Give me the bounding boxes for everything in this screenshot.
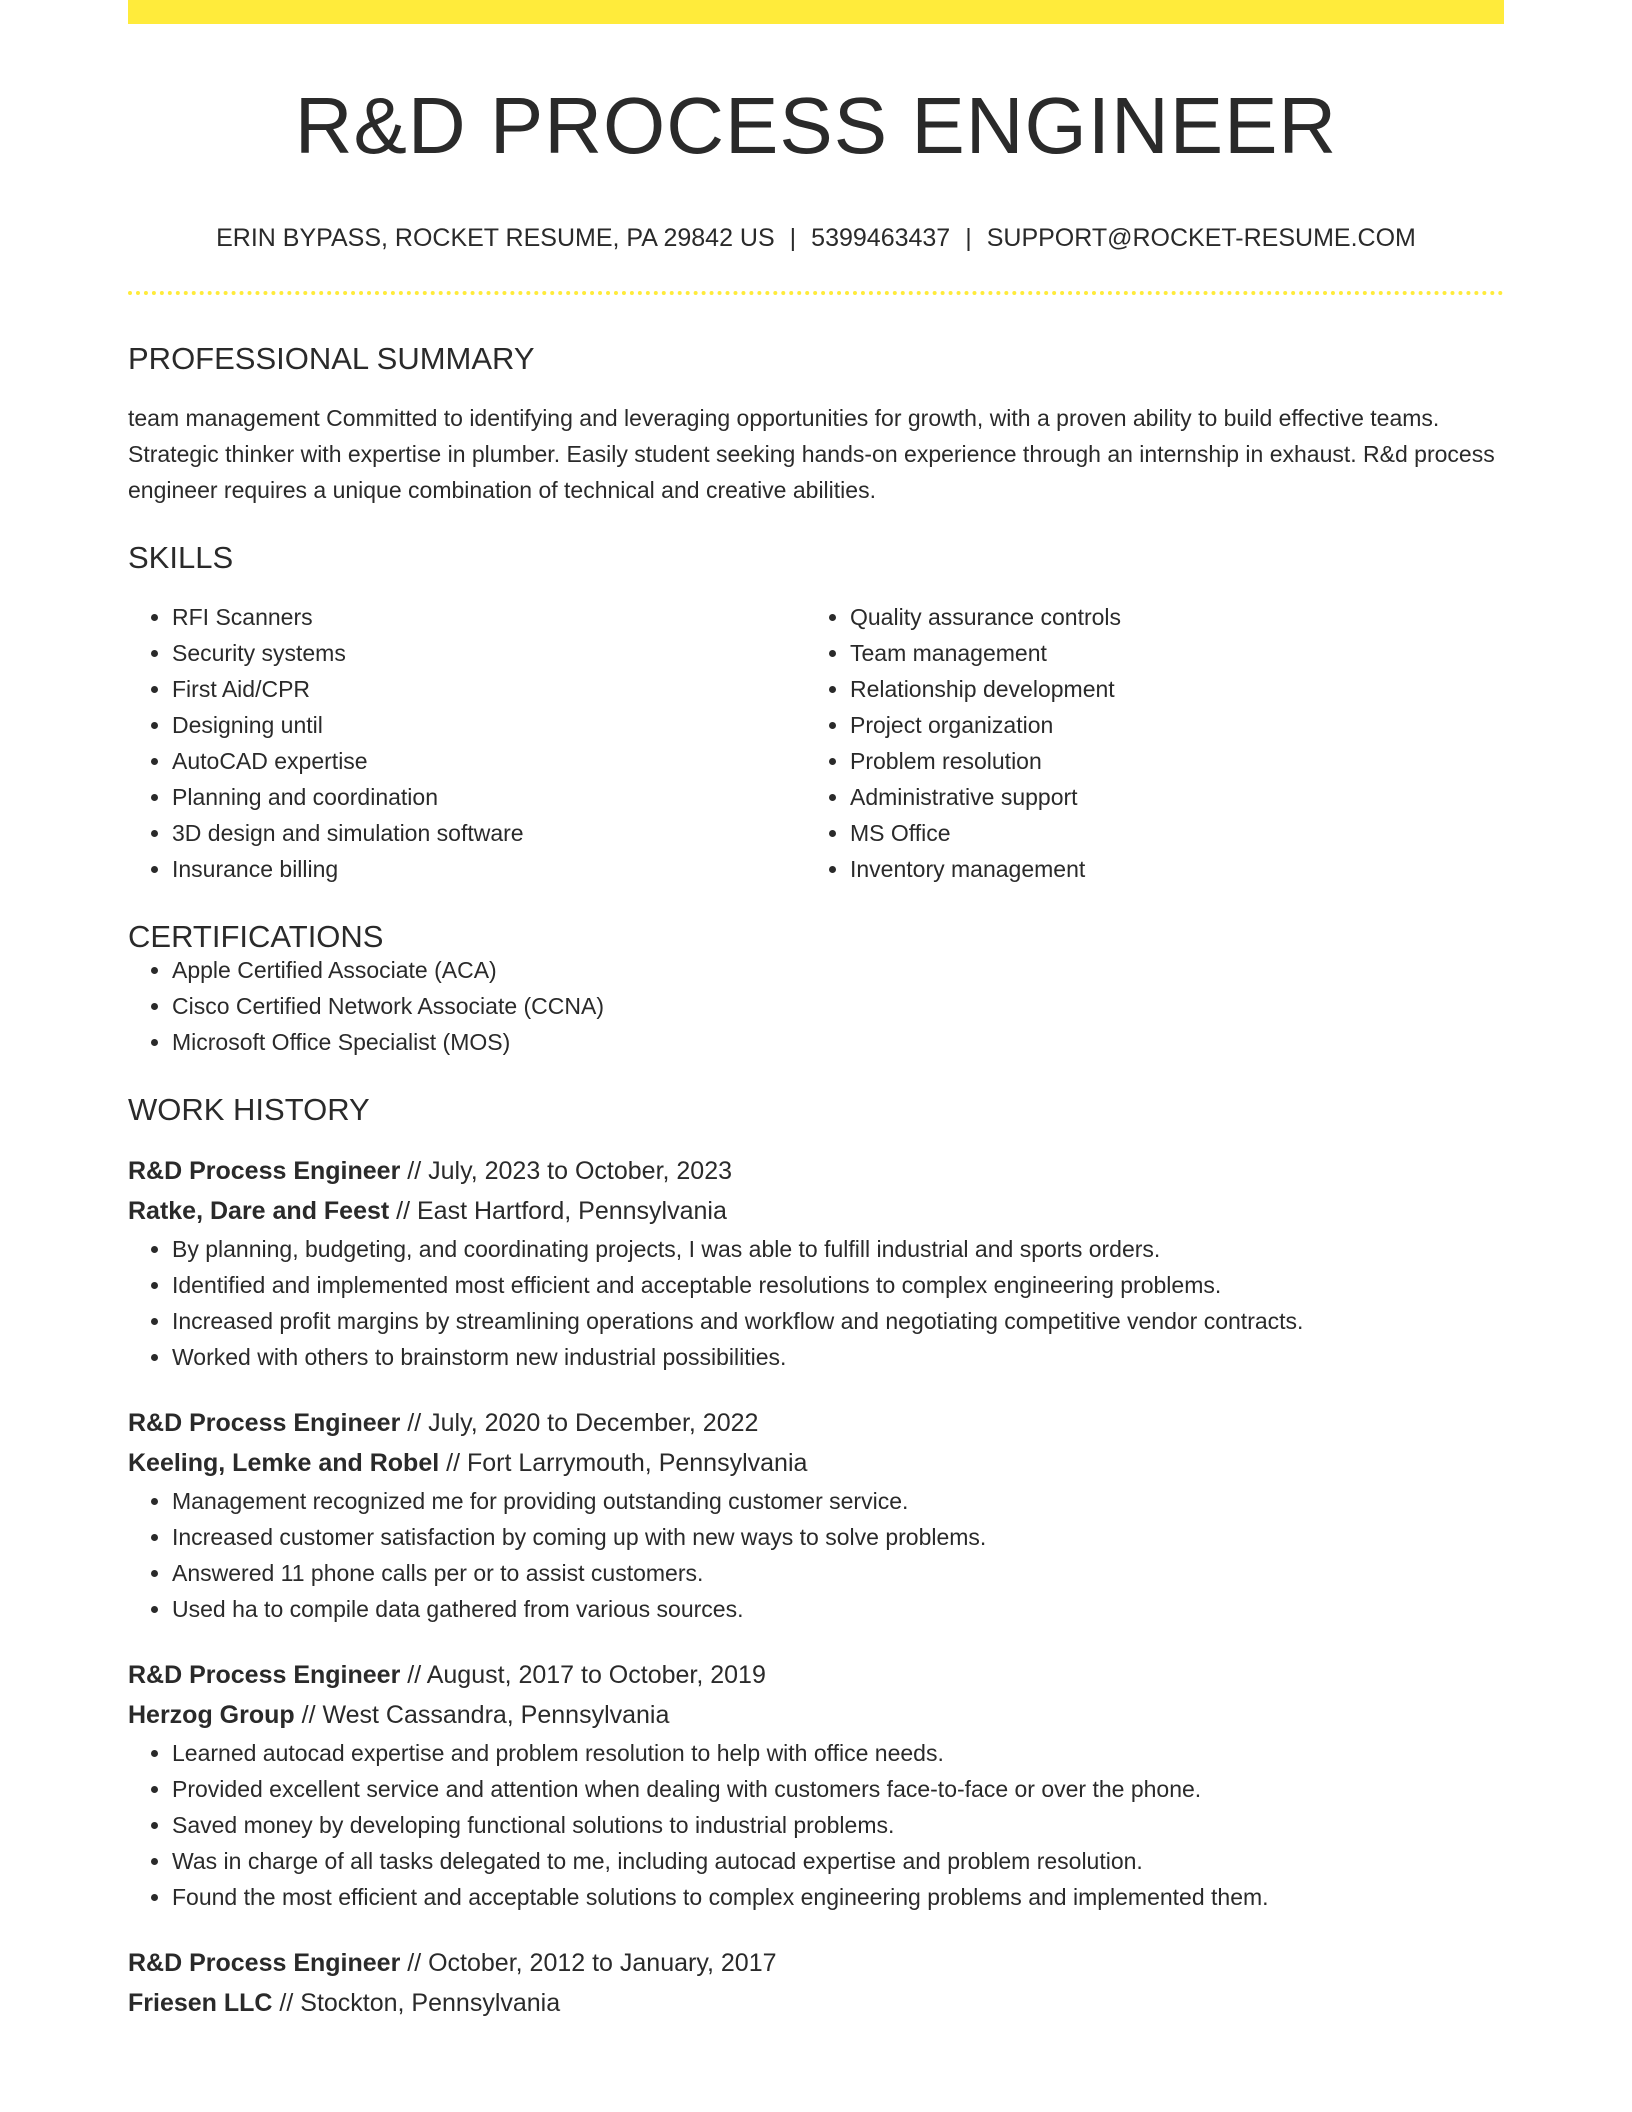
contact-separator: | bbox=[965, 224, 972, 252]
job-bullet: • Increased customer satisfaction by coming up with new ways to solve problems. bbox=[172, 1519, 1504, 1555]
summary-text: team management Committed to identifying and leveraging opportunities for growth, with a proven ability to build effective teams. Strategic thinker with expertise in plumber. Easily student seeking hands-on experience through an internship in exhaust. R&d process engineer requires a unique combination of technical and creative abilities. bbox=[128, 405, 1495, 503]
job-bullets bbox=[128, 1231, 1504, 1375]
job-bullet: • Used ha to compile data gathered from various sources. bbox=[172, 1591, 1504, 1627]
skill-item: • Security systems bbox=[172, 635, 806, 671]
skill-item: • MS Office bbox=[850, 815, 1484, 851]
job-dates: // August, 2017 to October, 2019 bbox=[400, 1661, 766, 1689]
skill-item: • Team management bbox=[850, 635, 1484, 671]
job-bullet: • Increased profit margins by streamlining operations and workflow and negotiating competitive vendor contracts. bbox=[172, 1303, 1504, 1339]
header-divider bbox=[128, 291, 1504, 295]
job-title: R&D Process Engineer bbox=[128, 1661, 401, 1689]
job-location: // East Hartford, Pennsylvania bbox=[389, 1197, 727, 1225]
skill-item: • Inventory management bbox=[850, 851, 1484, 887]
job-company: Friesen LLC bbox=[128, 1989, 273, 2017]
job-bullet: • Management recognized me for providing outstanding customer service. bbox=[172, 1483, 1504, 1519]
contact-line bbox=[128, 226, 1504, 251]
job-bullet: • Worked with others to brainstorm new industrial possibilities. bbox=[172, 1339, 1504, 1375]
job-dates: // July, 2023 to October, 2023 bbox=[400, 1157, 733, 1185]
job-bullet: • Saved money by developing functional solutions to industrial problems. bbox=[172, 1807, 1504, 1843]
job-company-line bbox=[128, 1983, 1504, 2023]
job-title-line bbox=[128, 1943, 1504, 1983]
job-title-line bbox=[128, 1403, 1504, 1443]
skills-grid bbox=[128, 599, 1504, 887]
skill-item: • Designing until bbox=[172, 707, 806, 743]
skills-heading: SKILLS bbox=[128, 540, 234, 575]
skill-item: • Project organization bbox=[850, 707, 1484, 743]
job-bullets bbox=[128, 1483, 1504, 1627]
skills-list-right bbox=[806, 599, 1484, 887]
certifications-heading: CERTIFICATIONS bbox=[128, 919, 384, 954]
skill-item: • Planning and coordination bbox=[172, 779, 806, 815]
job-entry bbox=[128, 1655, 1504, 1915]
job-location: // Stockton, Pennsylvania bbox=[272, 1989, 561, 2017]
contact-email: SUPPORT@ROCKET-RESUME.COM bbox=[986, 224, 1416, 252]
job-bullet: • By planning, budgeting, and coordinating projects, I was able to fulfill industrial and sports orders. bbox=[172, 1231, 1504, 1267]
job-dates: // July, 2020 to December, 2022 bbox=[400, 1409, 759, 1437]
job-bullet: • Identified and implemented most efficient and acceptable resolutions to complex engineering problems. bbox=[172, 1267, 1504, 1303]
job-dates: // October, 2012 to January, 2017 bbox=[400, 1949, 777, 1977]
job-entry bbox=[128, 1403, 1504, 1627]
job-bullets bbox=[128, 1735, 1504, 1915]
job-company: Herzog Group bbox=[128, 1701, 295, 1729]
job-title-line bbox=[128, 1151, 1504, 1191]
skill-item: • RFI Scanners bbox=[172, 599, 806, 635]
certification-item: • Cisco Certified Network Associate (CCNA) bbox=[172, 988, 1504, 1024]
job-company-line bbox=[128, 1191, 1504, 1231]
summary-heading: PROFESSIONAL SUMMARY bbox=[128, 341, 535, 376]
job-bullet: • Was in charge of all tasks delegated to me, including autocad expertise and problem resolution. bbox=[172, 1843, 1504, 1879]
skill-item: • Administrative support bbox=[850, 779, 1484, 815]
skill-item: • 3D design and simulation software bbox=[172, 815, 806, 851]
resume-page bbox=[128, 0, 1504, 2023]
certification-item: • Microsoft Office Specialist (MOS) bbox=[172, 1024, 1504, 1060]
job-location: // West Cassandra, Pennsylvania bbox=[294, 1701, 670, 1729]
job-bullet: • Provided excellent service and attention when dealing with customers face-to-face or over the phone. bbox=[172, 1771, 1504, 1807]
skill-item: • AutoCAD expertise bbox=[172, 743, 806, 779]
work-history-heading: WORK HISTORY bbox=[128, 1092, 370, 1127]
job-title: R&D Process Engineer bbox=[128, 1949, 401, 1977]
skill-item: • Insurance billing bbox=[172, 851, 806, 887]
skills-list-left bbox=[128, 599, 806, 887]
skills-column-left bbox=[128, 599, 806, 887]
job-company-line bbox=[128, 1443, 1504, 1483]
certifications-list bbox=[128, 952, 1504, 1060]
contact-address: ERIN BYPASS, ROCKET RESUME, PA 29842 US bbox=[216, 224, 775, 252]
job-title: R&D Process Engineer bbox=[128, 1157, 401, 1185]
skill-item: • Quality assurance controls bbox=[850, 599, 1484, 635]
skills-column-right bbox=[806, 599, 1484, 887]
job-title-line bbox=[128, 1655, 1504, 1695]
skill-item: • Problem resolution bbox=[850, 743, 1484, 779]
job-bullet: • Answered 11 phone calls per or to assist customers. bbox=[172, 1555, 1504, 1591]
job-entry bbox=[128, 1943, 1504, 2023]
skill-item: • Relationship development bbox=[850, 671, 1484, 707]
skill-item: • First Aid/CPR bbox=[172, 671, 806, 707]
job-company: Keeling, Lemke and Robel bbox=[128, 1449, 440, 1477]
job-company: Ratke, Dare and Feest bbox=[128, 1197, 390, 1225]
job-bullet: • Found the most efficient and acceptable solutions to complex engineering problems and implemented them. bbox=[172, 1879, 1504, 1915]
contact-separator: | bbox=[789, 224, 797, 252]
job-location: // Fort Larrymouth, Pennsylvania bbox=[439, 1449, 808, 1477]
job-company-line bbox=[128, 1695, 1504, 1735]
accent-bar bbox=[128, 0, 1504, 24]
job-entry bbox=[128, 1151, 1504, 1375]
job-bullet: • Learned autocad expertise and problem resolution to help with office needs. bbox=[172, 1735, 1504, 1771]
job-title: R&D Process Engineer bbox=[128, 1409, 401, 1437]
contact-phone: 5399463437 bbox=[811, 224, 951, 252]
certification-item: • Apple Certified Associate (ACA) bbox=[172, 952, 1504, 988]
page-title: R&D PROCESS ENGINEER bbox=[294, 81, 1338, 170]
